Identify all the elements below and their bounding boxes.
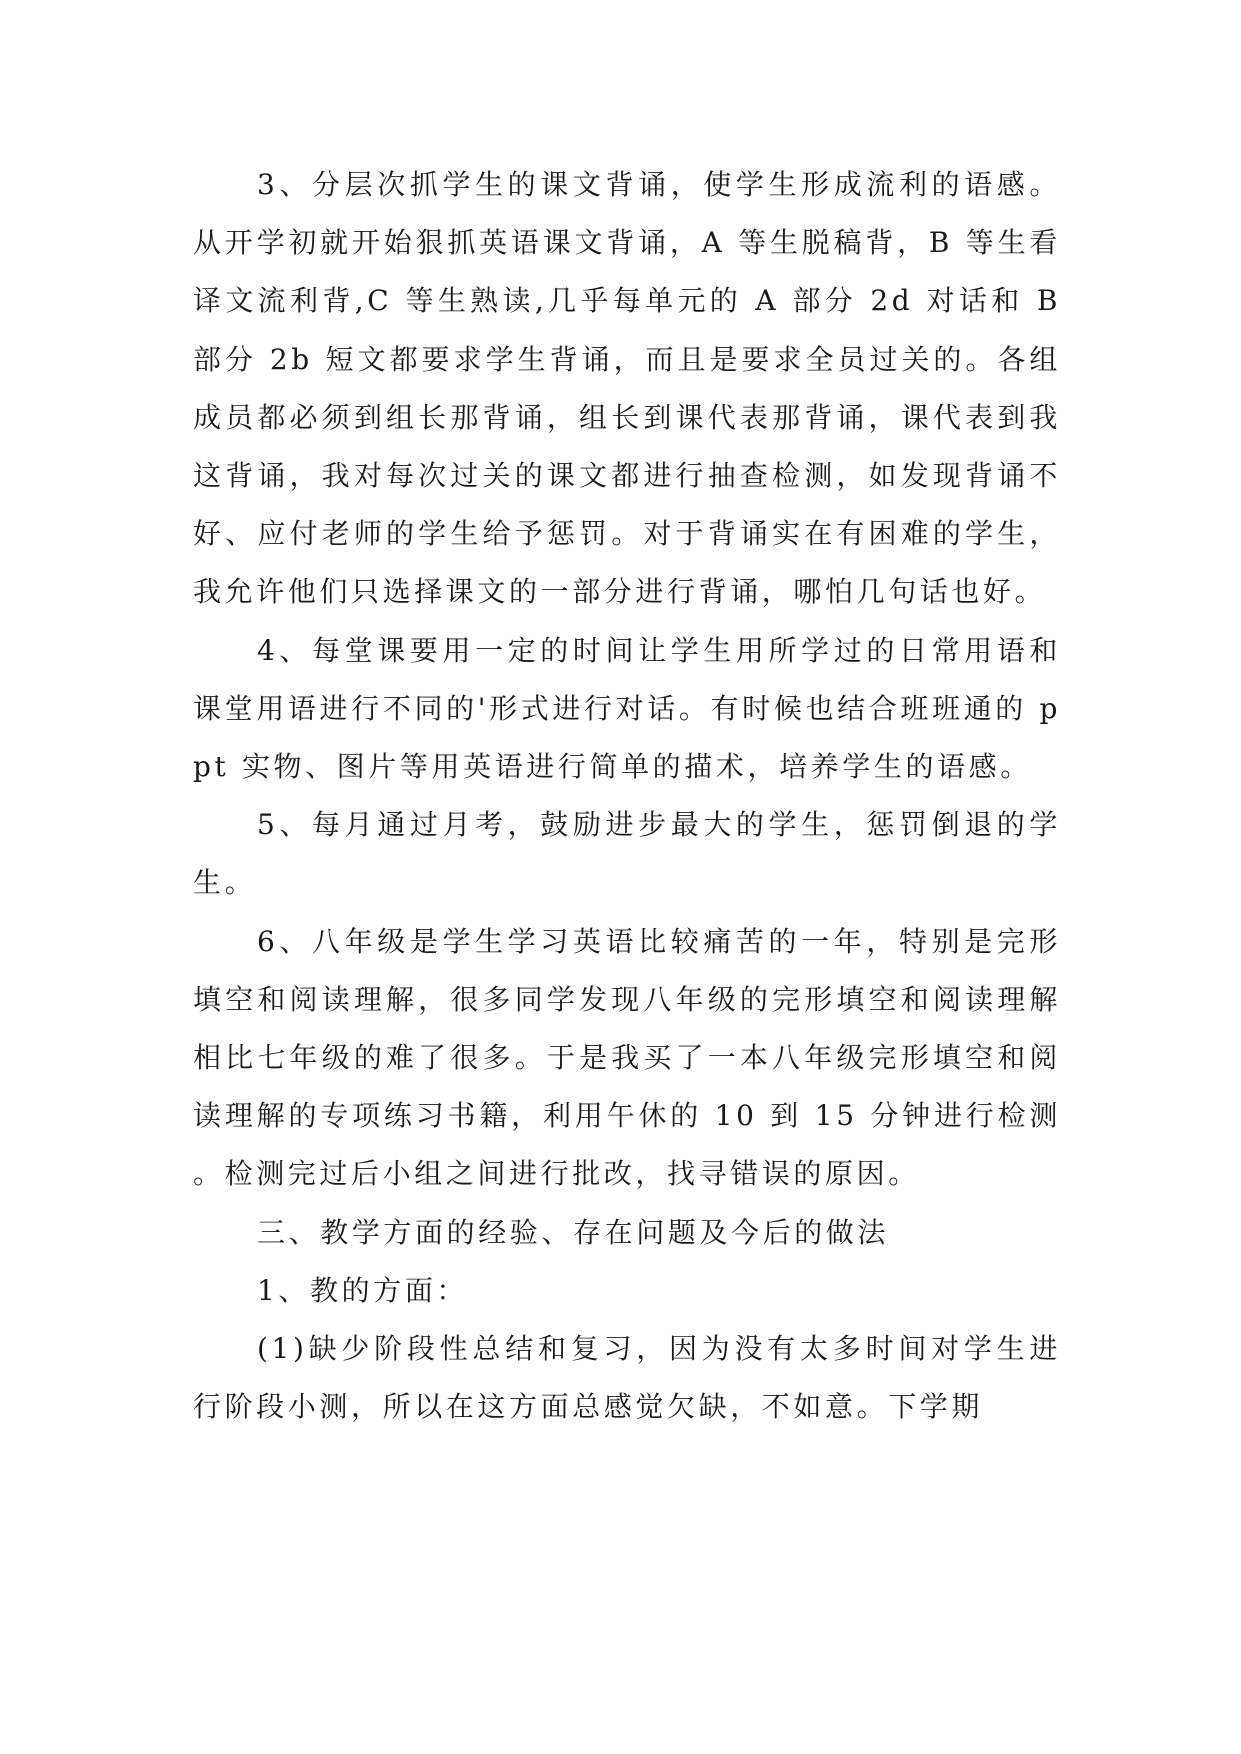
paragraph-recitation: 3、分层次抓学生的课文背诵，使学生形成流利的语感。从开学初就开始狠抓英语课文背诵，A 等生脱稿背，B 等生看译文流利背,C 等生熟读,几乎每单元的 A 部分 2d 对话和 B 部分 2b 短文都要求学生背诵，而且是要求全员过关的。各组成员都必须到组长那背诵，组长到课代表那背诵，课代表到我这背诵，我对每次过关的课文都进行抽查检测，如发现背诵不好、应付老师的学生给予惩罚。对于背诵实在有困难的学生，我允许他们只选择课文的一部分进行背诵，哪怕几句话也好。 <box>193 168 1061 609</box>
section-heading-teaching-experience: 三、教学方面的经验、存在问题及今后的做法 <box>257 1215 890 1249</box>
subsection-heading-teaching: 1、教的方面： <box>257 1273 469 1307</box>
paragraph-grade-eight-reading: 6、八年级是学生学习英语比较痛苦的一年，特别是完形填空和阅读理解，很多同学发现八年级的完形填空和阅读理解相比七年级的难了很多。于是我买了一本八年级完形填空和阅读理解的专项练习书籍，利用午休的 10 到 15 分钟进行检测。检测完过后小组之间进行批改，找寻错误的原因。 <box>193 924 1061 1191</box>
paragraph-daily-dialogue: 4、每堂课要用一定的时间让学生用所学过的日常用语和课堂用语进行不同的'形式进行对话。有时候也结合班班通的 ppt 实物、图片等用英语进行简单的描术，培养学生的语感。 <box>193 633 1061 784</box>
document-body <box>193 156 1061 1436</box>
paragraph-lack-of-review: (1)缺少阶段性总结和复习，因为没有太多时间对学生进行阶段小测，所以在这方面总感觉欠缺，不如意。下学期 <box>193 1332 1061 1424</box>
paragraph-monthly-exam: 5、每月通过月考，鼓励进步最大的学生，惩罚倒退的学生。 <box>193 808 1061 900</box>
